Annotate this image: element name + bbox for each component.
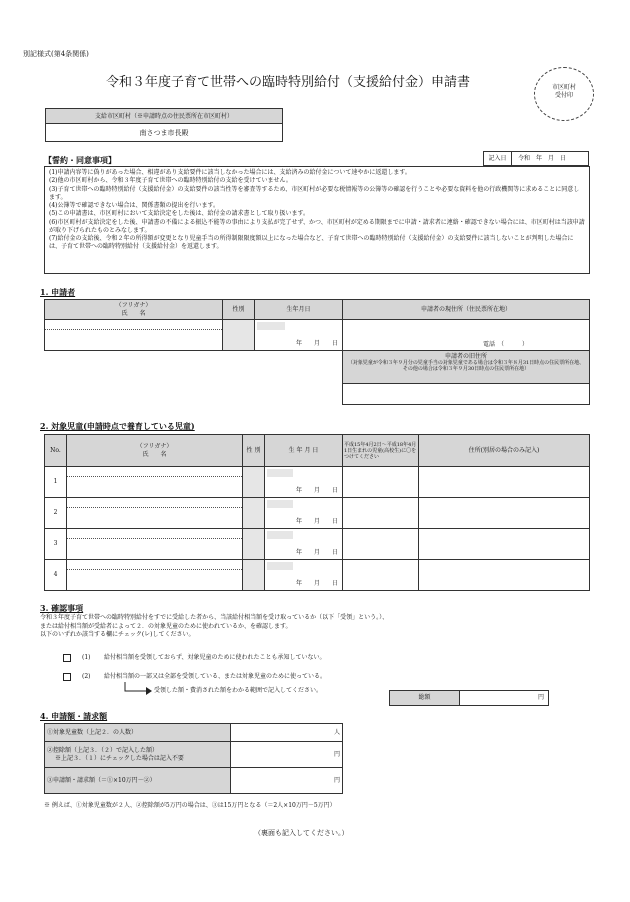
row-number: 1 — [45, 467, 67, 498]
municipality-header: 支給市区町村（※申請時点の住民票所在市区町村） — [46, 109, 282, 124]
oath-item: (7)給付金の支給後、令和２年の所得額が変更となり児童手当の所得制限限度額以上になった場合など、子育て世帯への臨時特別給付（支援給付金）の支給要件に該当しないことが判明した場合には、子育て世帯への臨時特別給付（支援給付金）を返還します。 — [49, 235, 574, 251]
applicant-name-header — [45, 300, 223, 320]
birth-date-marks: 年 月 日 — [295, 486, 338, 494]
child-address-cell[interactable] — [419, 498, 590, 529]
option2-number: (2) — [82, 673, 91, 680]
row-number: 4 — [45, 560, 67, 591]
oath-item: (5)この申請書は、市区町村において支給決定をした後は、給付金の請求書として取り扱います。 — [49, 210, 310, 218]
section1-title: 1. 申請者 — [40, 287, 76, 297]
child-gender-cell[interactable] — [243, 498, 265, 529]
children-count-label: ①対象児童数（上記２．の人数） — [45, 724, 231, 742]
applicant-name-cell[interactable] — [45, 320, 223, 351]
option2-label: 給付相当額の一部又は全部を受領している、または対象児童のために使っている。 — [104, 673, 327, 680]
child-address-cell[interactable] — [419, 529, 590, 560]
child-birth-cell[interactable] — [265, 529, 343, 560]
deduction-label — [45, 742, 231, 768]
reception-stamp: 市区町村 受付印 — [534, 67, 594, 121]
oath-box — [44, 166, 590, 274]
oath-title: 【誓約・同意事項】 — [44, 155, 116, 165]
birth-date-marks: 年 月 日 — [295, 548, 338, 556]
section3-line: 令和３年度子育て世帯への臨時特別給付をすでに受給した者から、当該給付相当額を受け取っているか（以下「受領」という。）、 — [40, 614, 389, 621]
child-row — [45, 560, 590, 591]
oath-item: (2)他の市区町村から、令和３年度子育て世帯への臨時特別給付の支給を受けていません。 — [49, 177, 292, 185]
highschool-cell[interactable] — [343, 498, 419, 529]
form-label: 別記様式(第4条関係) — [23, 50, 89, 58]
furigana-label: （フリガナ） — [136, 443, 173, 450]
option1-number: (1) — [82, 654, 91, 661]
child-name-cell[interactable] — [67, 467, 243, 498]
option1-checkbox[interactable] — [63, 654, 71, 662]
deduction-label-main: ②控除額（上記３．（２）で記入した額） — [47, 747, 159, 754]
municipality-value[interactable]: 南さつま市長殿 — [139, 129, 189, 137]
child-name-cell[interactable] — [67, 560, 243, 591]
applicant-gender-cell[interactable] — [223, 320, 255, 351]
highschool-cell[interactable] — [343, 560, 419, 591]
child-name-header — [67, 435, 243, 467]
total-field[interactable] — [459, 690, 549, 706]
example-note: ※ 例えば、①対象児童数が２人、②控除額が5万円の場合は、③は15万円となる（＝2人×10万円－5万円） — [44, 802, 336, 809]
highschool-cell[interactable] — [343, 467, 419, 498]
unit: 円 — [333, 750, 340, 758]
phone-label: 電話 （ ） — [483, 340, 529, 348]
amount-table — [44, 723, 343, 794]
row-number: 2 — [45, 498, 67, 529]
yen-unit: 円 — [537, 694, 544, 701]
old-address-title: 申請者の旧住所 — [444, 353, 487, 360]
no-header: No. — [45, 435, 67, 467]
child-gender-cell[interactable] — [243, 529, 265, 560]
arrow-note: 受領した額・費消された額をわかる範囲で記入してください。 — [154, 687, 323, 694]
oath-item: (3)子育て世帯への臨時特別給付（支援給付金）の支給要件の該当性等を審査等するため、市区町村が必要な税情報等の公簿等の確認を行うことや必要な資料を他の行政機関等に求めることに同意します。 — [49, 185, 580, 201]
unit: 円 — [333, 776, 340, 784]
oath-item: (4)公簿等で確認できない場合は、関係書類の提出を行います。 — [49, 202, 220, 210]
child-row — [45, 467, 590, 498]
old-address-note: （対象児童が令和３年９月分の児童手当の対象児童である場合は令和３年８月31日時点の住民票所在地、その他の場合は令和３年９月30日時点の住民票所在地） — [347, 360, 585, 373]
birth-date-marks: 年 月 日 — [295, 579, 338, 587]
section4-title: 4. 申請額・請求額 — [40, 711, 108, 721]
request-amount-label: ③申請額・請求額（＝①×10万円－②） — [45, 768, 231, 794]
footer-note: （裏面も記入してください。） — [254, 829, 349, 837]
child-name-cell[interactable] — [67, 529, 243, 560]
gender-header: 性別 — [223, 300, 255, 320]
section3-line: または給付相当額が受給者によって２．の対象児童のために使われているか、を確認します。 — [40, 622, 292, 630]
section3-line: 以下のいずれか該当する欄にチェック(レ)してください。 — [40, 631, 195, 639]
municipality-box — [45, 108, 283, 142]
section2-title: 2. 対象児童(申請時点で養育している児童) — [40, 421, 195, 431]
entry-date-field[interactable]: 令和 年 月 日 — [511, 151, 589, 166]
total-label: 総額 — [389, 690, 460, 706]
deduction-field[interactable] — [231, 742, 343, 768]
child-gender-cell[interactable] — [243, 560, 265, 591]
page-title: 令和３年度子育て世帯への臨時特別給付（支援給付金）申請書 — [106, 75, 471, 90]
entry-date-label: 記入日 — [483, 151, 512, 166]
highschool-cell[interactable] — [343, 529, 419, 560]
arrow-icon — [124, 682, 154, 696]
child-gender-cell[interactable] — [243, 467, 265, 498]
child-birth-cell[interactable] — [265, 467, 343, 498]
child-birth-header: 生 年 月 日 — [265, 435, 343, 467]
name-label: 氏 名 — [121, 309, 146, 317]
children-table — [44, 434, 590, 591]
child-row — [45, 498, 590, 529]
request-amount-field[interactable] — [231, 768, 343, 794]
row-number: 3 — [45, 529, 67, 560]
child-birth-cell[interactable] — [265, 498, 343, 529]
child-gender-header: 性 別 — [243, 435, 265, 467]
child-name-cell[interactable] — [67, 498, 243, 529]
birth-date-marks: 年 月 日 — [295, 517, 338, 525]
child-row — [45, 529, 590, 560]
name-label: 氏 名 — [142, 450, 167, 458]
old-address-header — [342, 350, 590, 384]
birth-date-marks: 年 月 日 — [295, 339, 338, 347]
oath-item: (6)市区町村が支給決定をした後、申請書の不備による振込不能等の事由により支払が完了せず、かつ、市区町村が定める期限までに申請・請求者に連絡・確認できない場合には、市区町村は当該申請が取り下げられたものとみなします。 — [49, 218, 585, 234]
oath-item: (1)申請内容等に偽りがあった場合、相違があり支給要件に該当しなかった場合には、支給済みの給付金について速やかに返還します。 — [49, 169, 411, 176]
child-address-header: 住所(別居の場合のみ記入) — [419, 435, 590, 467]
applicant-birth-cell[interactable] — [255, 320, 343, 351]
option2-checkbox[interactable] — [63, 673, 71, 681]
children-count-field[interactable] — [231, 724, 343, 742]
option1-label: 給付相当額を受領しておらず、対象児童のために使われたことも承知していない。 — [104, 654, 326, 661]
highschool-header: 平成15年4月2日～平成18年4月1日生まれの児童(高校生)に〇をつけてください — [343, 435, 419, 467]
section3-text — [40, 614, 388, 640]
deduction-label-note: ※上記３．（１）にチェックした場合は記入不要 — [55, 754, 184, 762]
unit: 人 — [333, 728, 340, 736]
applicant-address-cell[interactable] — [343, 320, 590, 351]
child-birth-cell[interactable] — [265, 560, 343, 591]
applicant-table — [44, 299, 590, 351]
furigana-label: （フリガナ） — [115, 302, 152, 309]
child-address-cell[interactable] — [419, 560, 590, 591]
address-header: 申請者の現住所（住民票所在地） — [343, 300, 590, 320]
child-address-cell[interactable] — [419, 467, 590, 498]
birth-header: 生年月日 — [255, 300, 343, 320]
section3-title: 3. 確認事項 — [40, 603, 84, 613]
old-address-field[interactable] — [342, 383, 590, 405]
